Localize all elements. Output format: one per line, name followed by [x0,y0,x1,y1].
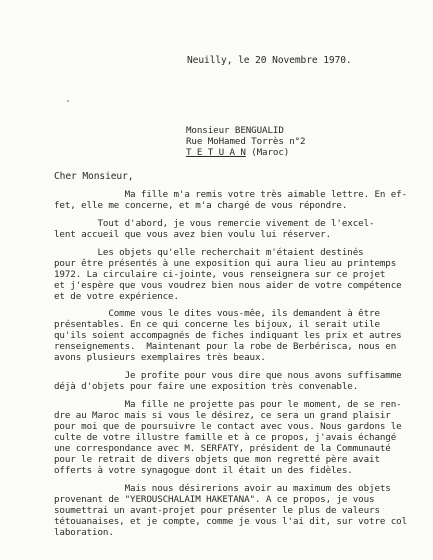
body-line: qu'ils soient accompagnés de fiches indiquant les prix et autres [54,330,402,341]
body-line: laboration. [54,527,114,538]
body-line: Les objets qu'elle recherchait m'étaient destinés [54,247,364,258]
body-line: Comme vous le dites vous-mêe, ils demandent à être [54,308,380,319]
body-line: pour le retrait de divers objets que mon regretté père avait [54,454,380,465]
salutation: Cher Monsieur, [54,171,134,182]
body-line: tétouanaises, et je compte, comme je vous l'ai dit, sur votre col [54,516,408,527]
body-line: présentables. En ce qui concerne les bijoux, il serait utile [54,319,380,330]
body-line: Mais nous désirerions avoir au maximum des objets [54,483,391,494]
dateline: Neuilly, le 20 Novembre 1970. [187,55,352,66]
body-line: culte de votre illustre famille et à ce propos, j'avais échangé [54,432,397,443]
body-line: dre au Maroc mais si vous le désirez, ce sera un grand plaisir [54,410,391,421]
body-line: pour moi que de poursuivre le contact avec vous. Nous gardons le [54,421,402,432]
paper-speck [67,100,69,102]
body-line: déjà d'objets pour faire une exposition très convenable. [54,381,359,392]
body-line: provenant de "YEROUSCHALAIM HAKETANA". A ce propos, je vous [54,494,375,505]
body-line: pour être présentés à une exposition qui aura lieu au printemps [54,258,397,269]
recipient-country: (Maroc) [251,147,290,158]
body-line: renseignements. Maintenant pour la robe de Berbérisca, nous en [54,341,397,352]
body-line: lent accueil que vous avez bien voulu lui réserver. [54,229,331,240]
body-line: offerts à votre synagogue dont il était un des fidèles. [54,465,353,476]
body-line: Tout d'abord, je vous remercie vivement de l'excel- [54,218,375,229]
recipient-city: T E T U A N [186,147,246,158]
body-line: avons plusieurs exemplaires très beaux. [54,352,266,363]
recipient-street: Rue MoHamed Torrès n°2 [186,136,306,147]
body-line: une correspondance avec M. SERFATY, président de la Communauté [54,443,391,454]
body-line: et j'espère que vous voudrez bien nous aider de votre compétence [54,280,402,291]
body-line: 1972. La circulaire ci-jointe, vous renseignera sur ce projet [54,269,386,280]
body-line: et de votre expérience. [54,291,179,302]
body-line: soumettrai un avant-projet pour présenter le plus de valeurs [54,505,380,516]
recipient-name: Monsieur BENGUALID [186,125,284,136]
body-line: Je profite pour vous dire que nous avons suffisamme [54,370,402,381]
recipient-city-line [186,148,289,158]
body-line: Ma fille ne projette pas pour le moment, de se ren- [54,399,402,410]
body-line: fet, elle me concerne, et m'a chargé de vous répondre. [54,200,348,211]
body-line: Ma fille m'a remis votre très aimable lettre. En ef- [54,189,408,200]
